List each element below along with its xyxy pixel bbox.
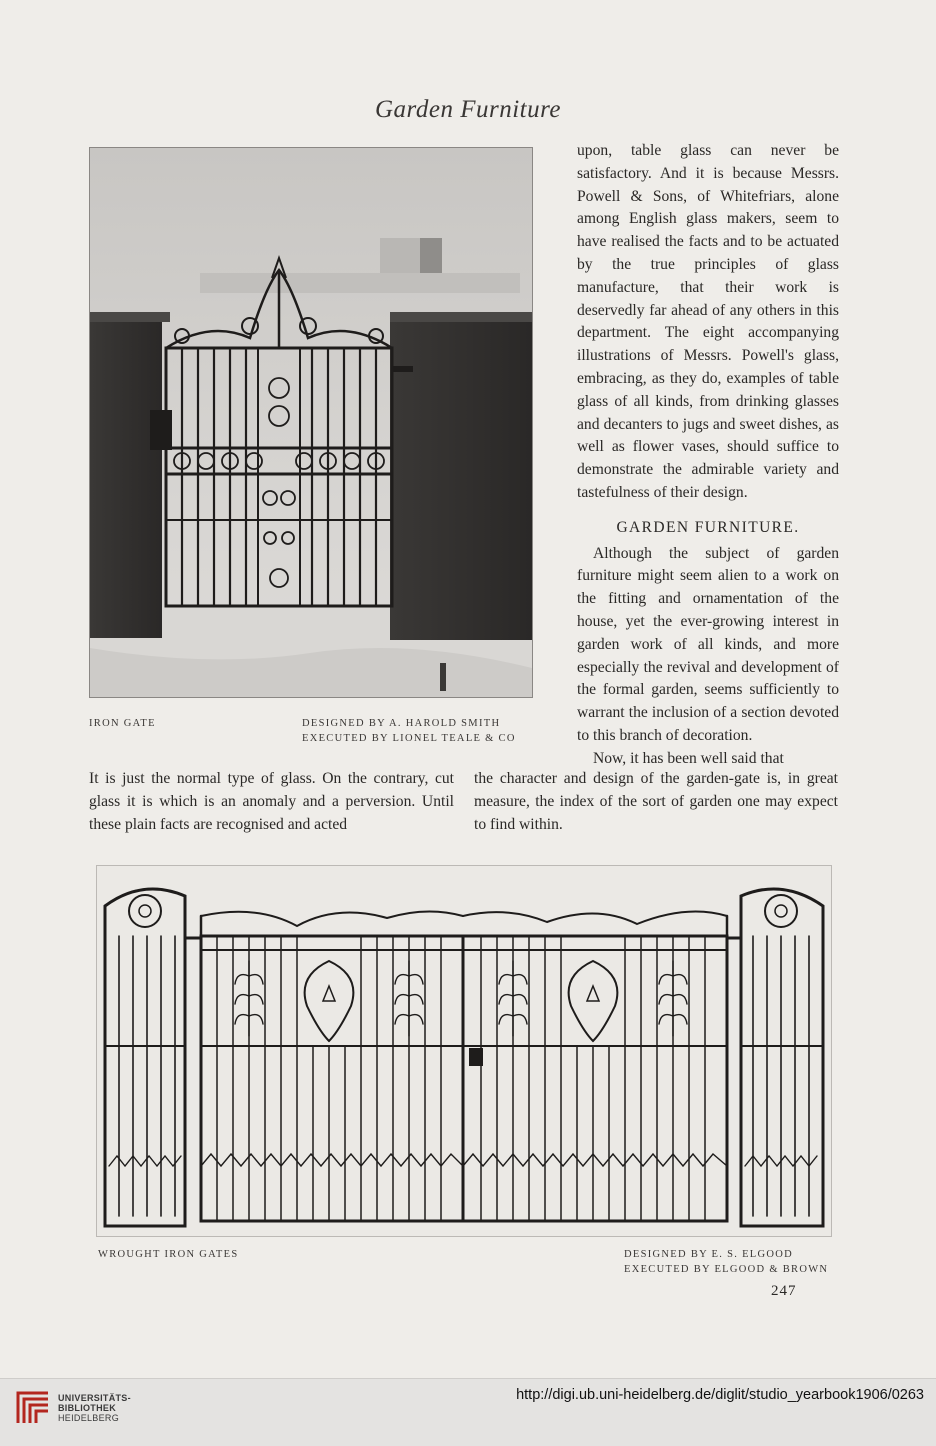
right-text-column — [577, 140, 839, 771]
figure2-caption-designer: DESIGNED BY E. S. ELGOOD — [624, 1249, 794, 1260]
library-name-line3: HEIDELBERG — [58, 1413, 120, 1423]
right-continuation-column — [474, 768, 838, 836]
paragraph-glass: upon, table glass can never be satisfactory. And it is because Messrs. Powell & Sons, of Whitefriars, alone among English glass makers, seem to have realised the facts and to be actuated by the true principles of glass manufacture, that their work is deservedly far ahead of any others in this department. The eight accompanying illustrations of Messrs. Powell's glass, embracing, as they do, examples of table glass of all kinds, from drinking glasses and decanters to jugs and sweet dishes, as well as flower vases, should suffice to demonstrate the admirable variety and tastefulness of their design. — [577, 142, 839, 501]
library-name-line1: UNIVERSITÄTS- — [58, 1393, 131, 1403]
paragraph-gate-continuation: the character and design of the garden-gate is, in great measure, the index of the sort of garden one may expect to find within. — [474, 770, 838, 833]
figure1-caption-title: IRON GATE — [89, 718, 156, 729]
wrought-iron-gates-drawing — [96, 865, 832, 1237]
library-name-line2: BIBLIOTHEK — [58, 1403, 116, 1413]
wrought-iron-gates-illustration — [97, 866, 831, 1236]
iron-gate-photograph — [89, 147, 533, 698]
university-library-logo-icon — [14, 1389, 52, 1427]
paragraph-gate-start: Now, it has been well said that — [593, 749, 784, 767]
iron-gate-illustration — [90, 148, 532, 697]
paragraph-garden-intro: Although the subject of garden furniture might seem alien to a work on the fitting and ornamentation of the house, yet the ever-growing interest in garden work of all kinds, and more especially the revival and development of the formal garden, seems sufficiently to warrant the inclusion of a section devoted to this branch of decoration. — [577, 544, 839, 744]
section-heading-garden-furniture: GARDEN FURNITURE. — [616, 518, 800, 536]
figure1-caption-executor: EXECUTED BY LIONEL TEALE & CO — [302, 733, 516, 744]
left-text-column — [89, 768, 454, 836]
figure2-caption-executor: EXECUTED BY ELGOOD & BROWN — [624, 1264, 829, 1275]
source-url-link[interactable]: http://digi.ub.uni-heidelberg.de/diglit/studio_yearbook1906/0263 — [516, 1387, 924, 1403]
figure1-caption-designer: DESIGNED BY A. HAROLD SMITH — [302, 718, 501, 729]
figure2-caption-title: WROUGHT IRON GATES — [98, 1249, 239, 1260]
paragraph-cut-glass: It is just the normal type of glass. On the contrary, cut glass it is which is an anomaly and a perversion. Until these plain facts are recognised and acted — [89, 770, 454, 833]
page-number: 247 — [771, 1283, 797, 1299]
footer-bar — [0, 1378, 936, 1446]
library-name — [58, 1393, 131, 1423]
running-head: Garden Furniture — [375, 96, 561, 123]
